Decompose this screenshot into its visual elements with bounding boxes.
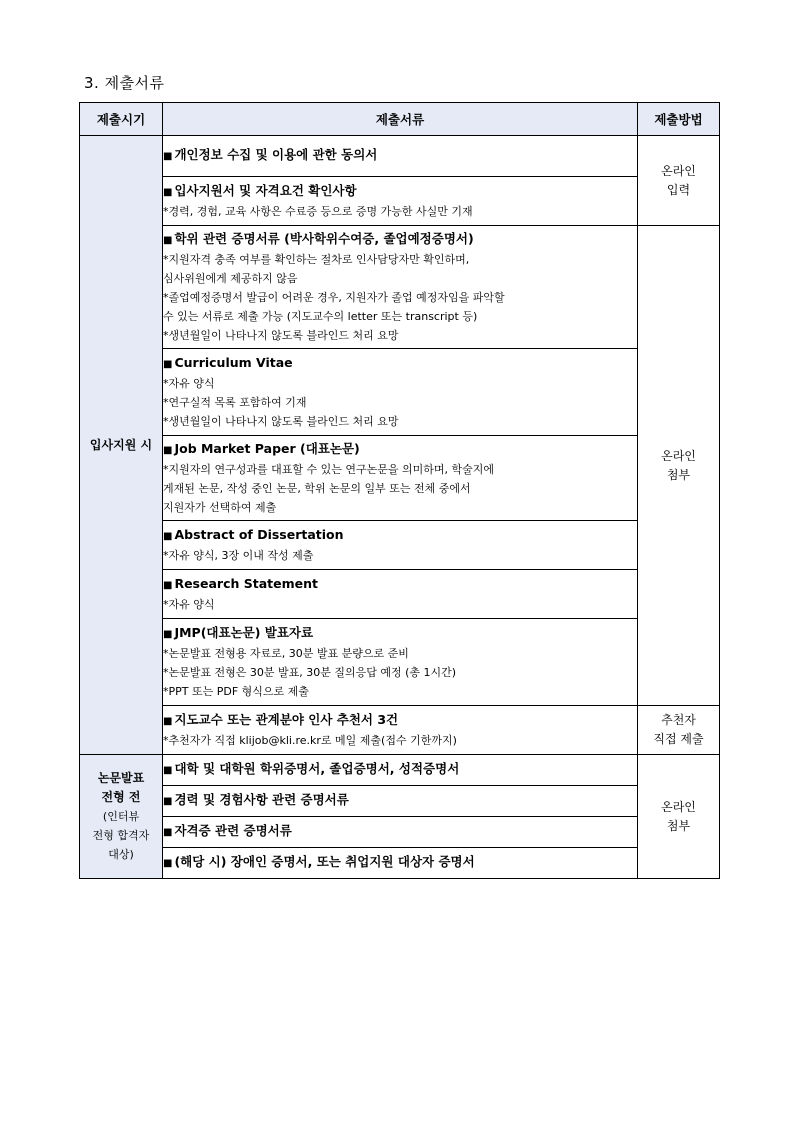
document-title: 지도교수 또는 관계분야 인사 추천서 3건: [174, 711, 399, 727]
bullet-icon: ■: [163, 186, 173, 198]
document-item: [163, 848, 638, 879]
bullet-icon: ■: [163, 579, 173, 591]
document-item: [163, 570, 638, 619]
document-title: 개인정보 수집 및 이용에 관한 동의서: [174, 147, 378, 162]
bullet-icon: ■: [163, 530, 173, 542]
document-item: [163, 755, 638, 786]
document-item: [163, 619, 638, 706]
submission-documents-table: [79, 102, 720, 879]
table-row: [80, 436, 720, 521]
document-note: *자유 양식, 3장 이내 작성 제출: [163, 548, 314, 562]
document-note: *자유 양식: [163, 597, 215, 611]
document-note: *자유 양식: [163, 376, 215, 390]
document-note: *지원자의 연구성과를 대표할 수 있는 연구논문을 의미하며, 학술지에: [163, 462, 494, 476]
document-note: *생년월일이 나타나지 않도록 블라인드 처리 요망: [163, 328, 399, 342]
document-note: *논문발표 전형용 자료로, 30분 발표 분량으로 준비: [163, 646, 409, 660]
document-title: 자격증 관련 증명서류: [174, 823, 292, 838]
table-row: [80, 177, 720, 226]
document-note: *PPT 또는 PDF 형식으로 제출: [163, 684, 309, 698]
document-note: 수 있는 서류로 제출 가능 (지도교수의 letter 또는 transcript 등): [163, 309, 478, 323]
document-title: 대학 및 대학원 학위증명서, 졸업증명서, 성적증명서: [174, 761, 460, 776]
bullet-icon: ■: [163, 715, 173, 727]
method-recommender-direct: 추천자 직접 제출: [638, 706, 720, 755]
period-before-presentation: 논문발표 전형 전 (인터뷰 전형 합격자 대상): [80, 755, 163, 879]
document-note: 지원자가 선택하여 제출: [163, 500, 277, 514]
document-note: 심사위원에게 제공하지 않음: [163, 271, 298, 285]
method-online-attach-2: 온라인 첨부: [638, 755, 720, 879]
document-title: Research Statement: [174, 575, 318, 591]
document-title: Curriculum Vitae: [174, 354, 293, 370]
document-note: *졸업예정증명서 발급이 어려운 경우, 지원자가 졸업 예정자임을 파악할: [163, 290, 505, 304]
bullet-icon: ■: [163, 151, 173, 162]
table-row: [80, 755, 720, 786]
bullet-icon: ■: [163, 444, 173, 456]
document-note: *경력, 경험, 교육 사항은 수료증 등으로 증명 가능한 사실만 기재: [163, 204, 473, 218]
bullet-icon: ■: [163, 765, 173, 776]
bullet-icon: ■: [163, 827, 173, 838]
table-header-row: [80, 103, 720, 136]
document-note: *연구실적 목록 포함하여 기재: [163, 395, 307, 409]
table-row: [80, 136, 720, 177]
document-title: 경력 및 경험사항 관련 증명서류: [174, 792, 349, 807]
bullet-icon: ■: [163, 358, 173, 370]
method-online-attach: 온라인 첨부: [638, 226, 720, 706]
document-title: 학위 관련 증명서류 (박사학위수여증, 졸업예정증명서): [174, 230, 474, 246]
table-row: [80, 848, 720, 879]
table-row: [80, 817, 720, 848]
document-item: [163, 521, 638, 570]
document-title: Job Market Paper (대표논문): [174, 440, 360, 456]
bullet-icon: ■: [163, 796, 173, 807]
document-item: [163, 817, 638, 848]
table-row: [80, 619, 720, 706]
table-row: [80, 521, 720, 570]
header-method: 제출방법: [638, 103, 720, 136]
bullet-icon: ■: [163, 858, 173, 869]
document-title: 입사지원서 및 자격요건 확인사항: [174, 182, 357, 198]
document-note: *생년월일이 나타나지 않도록 블라인드 처리 요망: [163, 414, 399, 428]
document-note: *논문발표 전형은 30분 발표, 30분 질의응답 예정 (총 1시간): [163, 665, 457, 679]
table-row: [80, 786, 720, 817]
period-application: 입사지원 시: [80, 136, 163, 755]
document-item: [163, 706, 638, 755]
table-row: [80, 570, 720, 619]
method-online-input: 온라인 입력: [638, 136, 720, 226]
section-title: 3. 제출서류: [84, 74, 165, 92]
document-item: [163, 177, 638, 226]
document-title: Abstract of Dissertation: [174, 526, 344, 542]
document-title: JMP(대표논문) 발표자료: [174, 624, 314, 640]
document-item: [163, 226, 638, 349]
document-note: *추천자가 직접 klijob@kli.re.kr로 메일 제출(접수 기한까지): [163, 733, 457, 747]
document-note: 게재된 논문, 작성 중인 논문, 학위 논문의 일부 또는 전체 중에서: [163, 481, 471, 495]
document-title: (해당 시) 장애인 증명서, 또는 취업지원 대상자 증명서: [174, 854, 475, 869]
table-row: [80, 349, 720, 436]
table-row: [80, 226, 720, 349]
header-documents: 제출서류: [163, 103, 638, 136]
document-note: *지원자격 충족 여부를 확인하는 절차로 인사담당자만 확인하며,: [163, 252, 470, 266]
document-item: [163, 436, 638, 521]
header-period: 제출시기: [80, 103, 163, 136]
document-item: [163, 349, 638, 436]
document-item: [163, 136, 638, 177]
table-row: [80, 706, 720, 755]
bullet-icon: ■: [163, 628, 173, 640]
bullet-icon: ■: [163, 234, 173, 246]
document-item: [163, 786, 638, 817]
